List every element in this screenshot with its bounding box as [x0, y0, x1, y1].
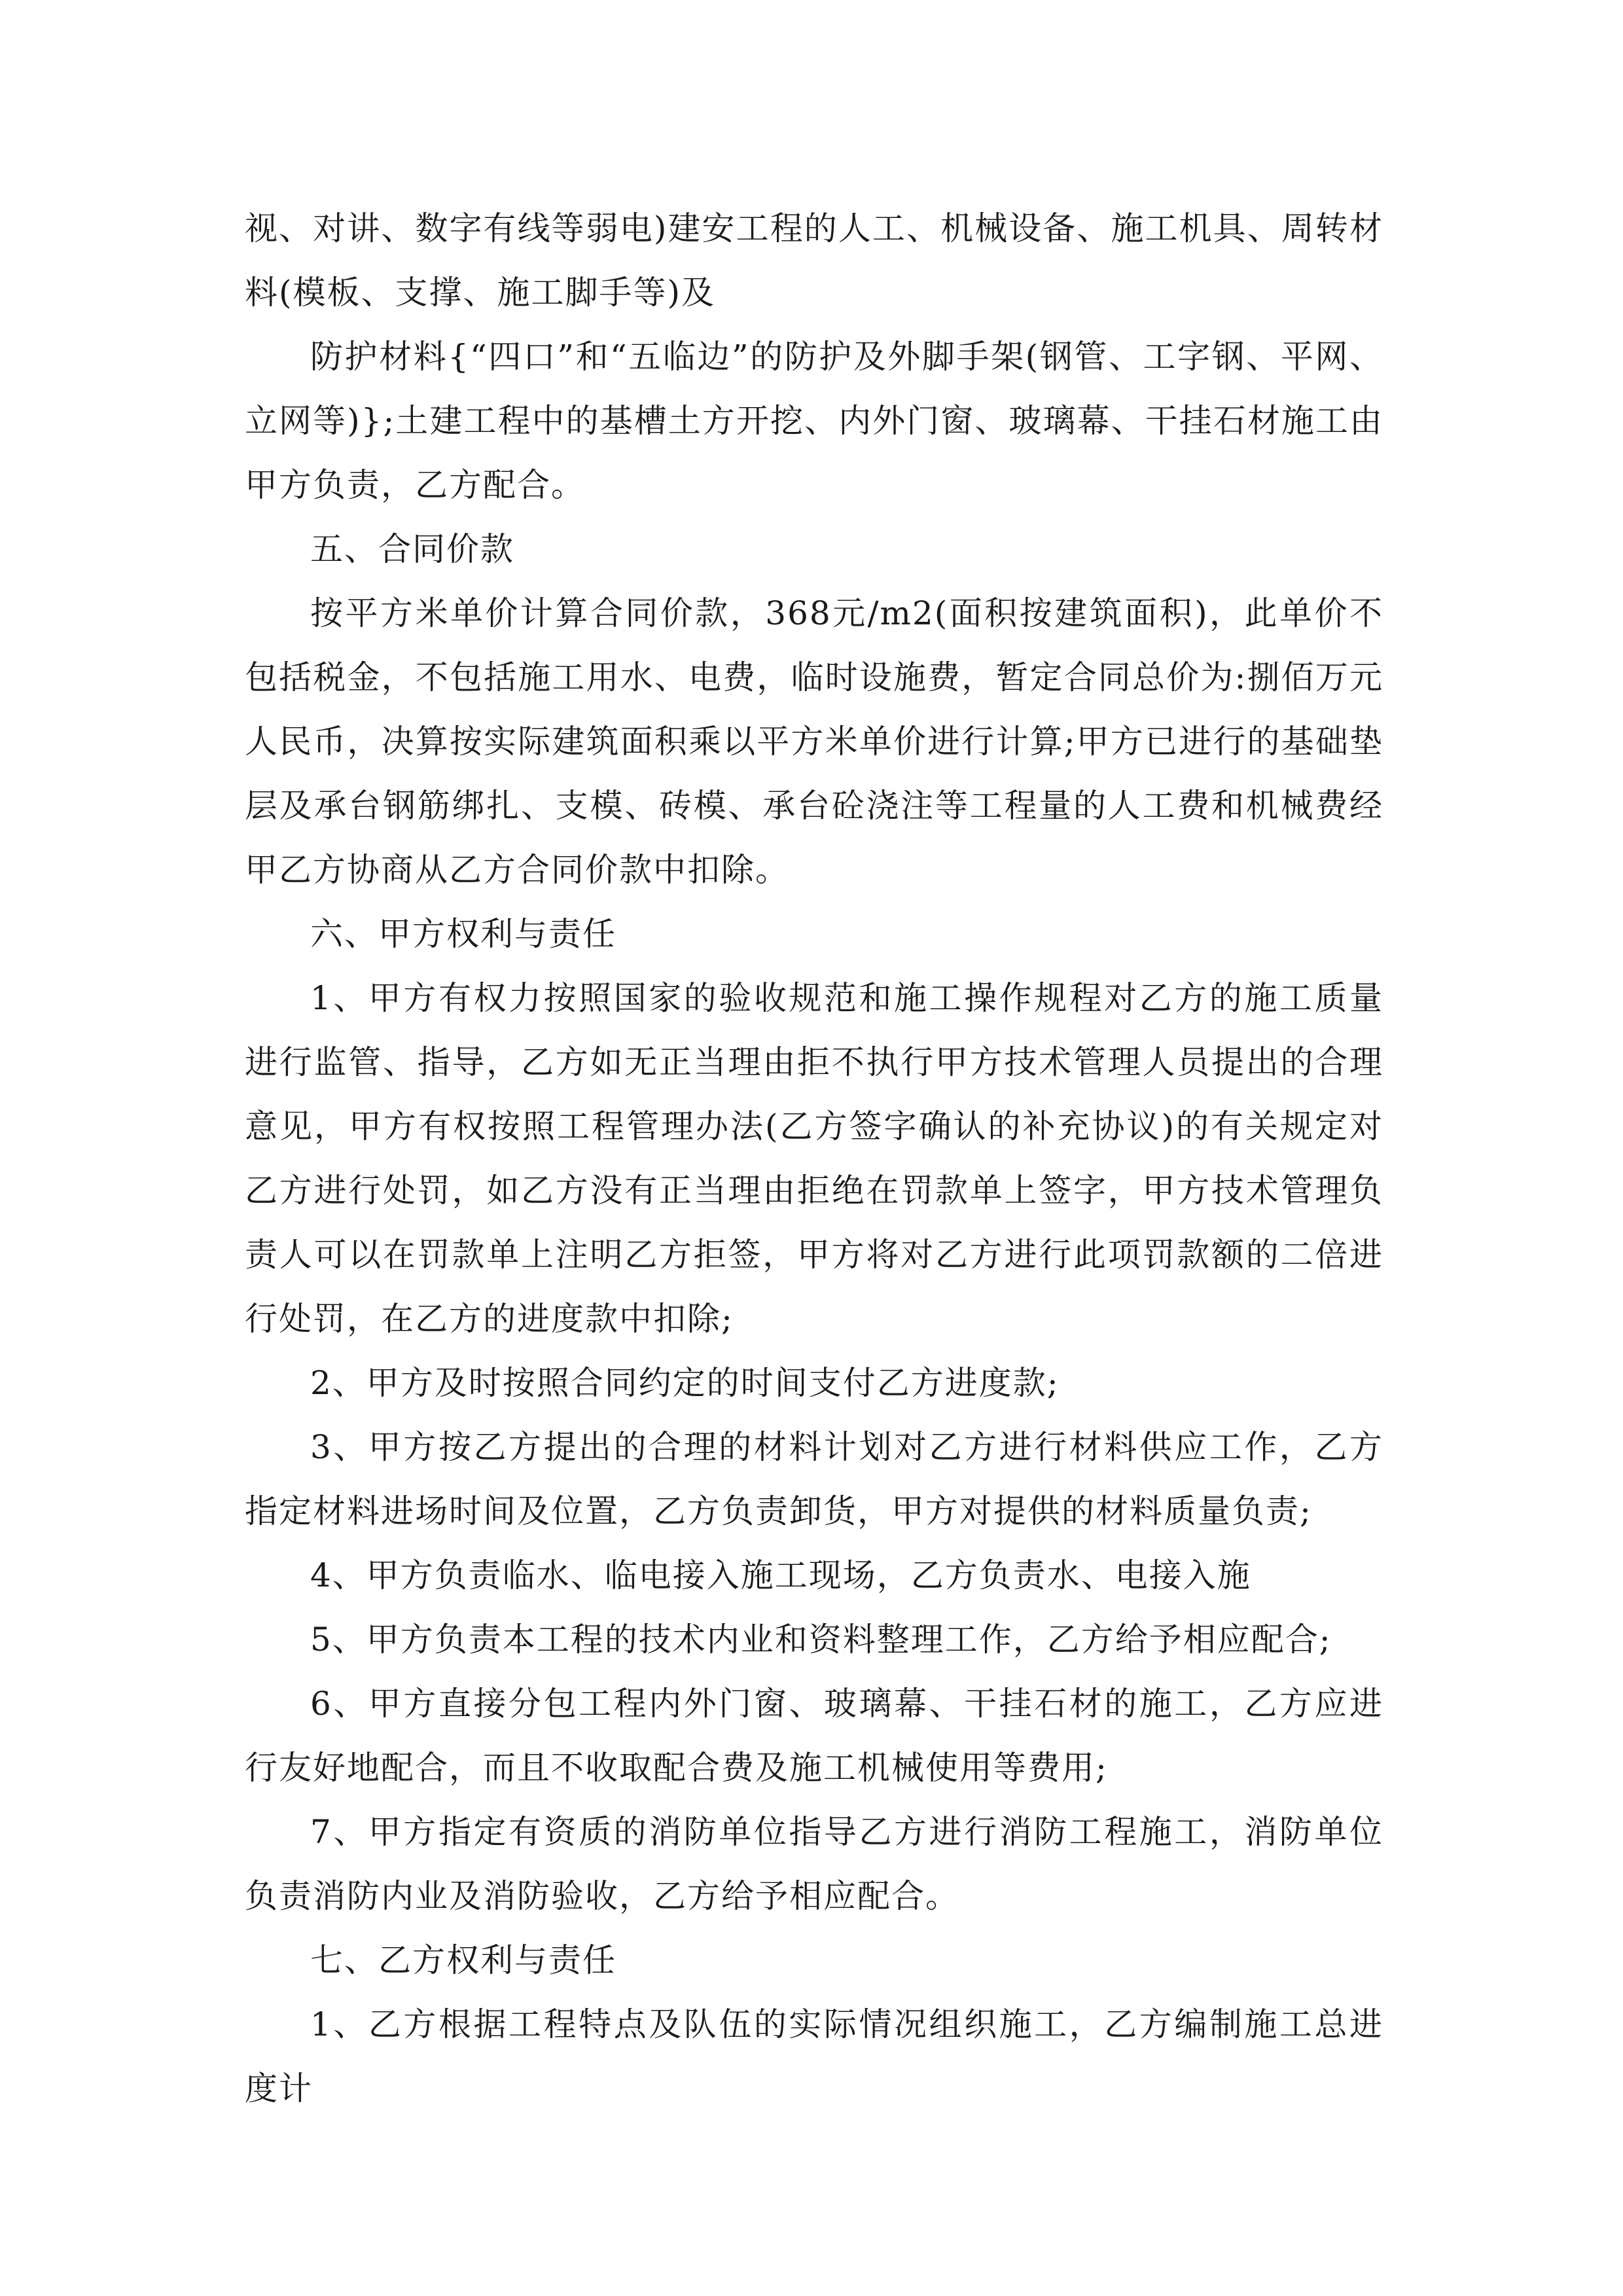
paragraph-contract-price: 按平方米单价计算合同价款，368元/m2(面积按建筑面积)，此单价不包括税金，不包括施工用水、电费，临时设施费，暂定合同总价为:捌佰万元人民币，决算按实际建筑面积乘以平方米单价进行计算;甲方已进行的基础垫层及承台钢筋绑扎、支模、砖模、承台砼浇注等工程量的人工费和机械费经甲乙方协商从乙方合同价款中扣除。 [245, 594, 1383, 889]
clause-b-1: 1、乙方根据工程特点及队伍的实际情况组织施工，乙方编制施工总进度计 [245, 2005, 1383, 2108]
clause-a-7: 7、甲方指定有资质的消防单位指导乙方进行消防工程施工，消防单位负责消防内业及消防验收，乙方给予相应配合。 [245, 1813, 1383, 1915]
section-heading-party-a-rights: 六、甲方权利与责任 [310, 915, 616, 953]
clause-a-1: 1、甲方有权力按照国家的验收规范和施工操作规程对乙方的施工质量进行监管、指导，乙方如无正当理由拒不执行甲方技术管理人员提出的合理意见，甲方有权按照工程管理办法(乙方签字确认的补充协议)的有关规定对乙方进行处罚，如乙方没有正当理由拒绝在罚款单上签字，甲方技术管理负责人可以在罚款单上注明乙方拒签，甲方将对乙方进行此项罚款额的二倍进行处罚，在乙方的进度款中扣除; [245, 979, 1383, 1338]
section-heading-party-b-rights: 七、乙方权利与责任 [310, 1941, 616, 1979]
clause-a-6: 6、甲方直接分包工程内外门窗、玻璃幕、干挂石材的施工，乙方应进行友好地配合，而且不收取配合费及施工机械使用等费用; [245, 1685, 1383, 1787]
paragraph-continuation: 视、对讲、数字有线等弱电)建安工程的人工、机械设备、施工机具、周转材料(模板、支撑、施工脚手等)及 [245, 209, 1383, 312]
clause-a-5: 5、甲方负责本工程的技术内业和资料整理工作，乙方给予相应配合; [310, 1621, 1332, 1659]
clause-a-2: 2、甲方及时按照合同约定的时间支付乙方进度款; [310, 1364, 1060, 1402]
paragraph-protective-materials: 防护材料{“四口”和“五临边”的防护及外脚手架(钢管、工字钢、平网、立网等)};土建工程中的基槽土方开挖、内外门窗、玻璃幕、干挂石材施工由甲方负责，乙方配合。 [245, 338, 1383, 504]
clause-a-3: 3、甲方按乙方提出的合理的材料计划对乙方进行材料供应工作，乙方指定材料进场时间及位置，乙方负责卸货，甲方对提供的材料质量负责; [245, 1428, 1383, 1530]
section-heading-contract-price: 五、合同价款 [310, 530, 514, 568]
clause-a-4: 4、甲方负责临水、临电接入施工现场，乙方负责水、电接入施 [310, 1556, 1251, 1594]
document-body [245, 196, 1383, 2121]
